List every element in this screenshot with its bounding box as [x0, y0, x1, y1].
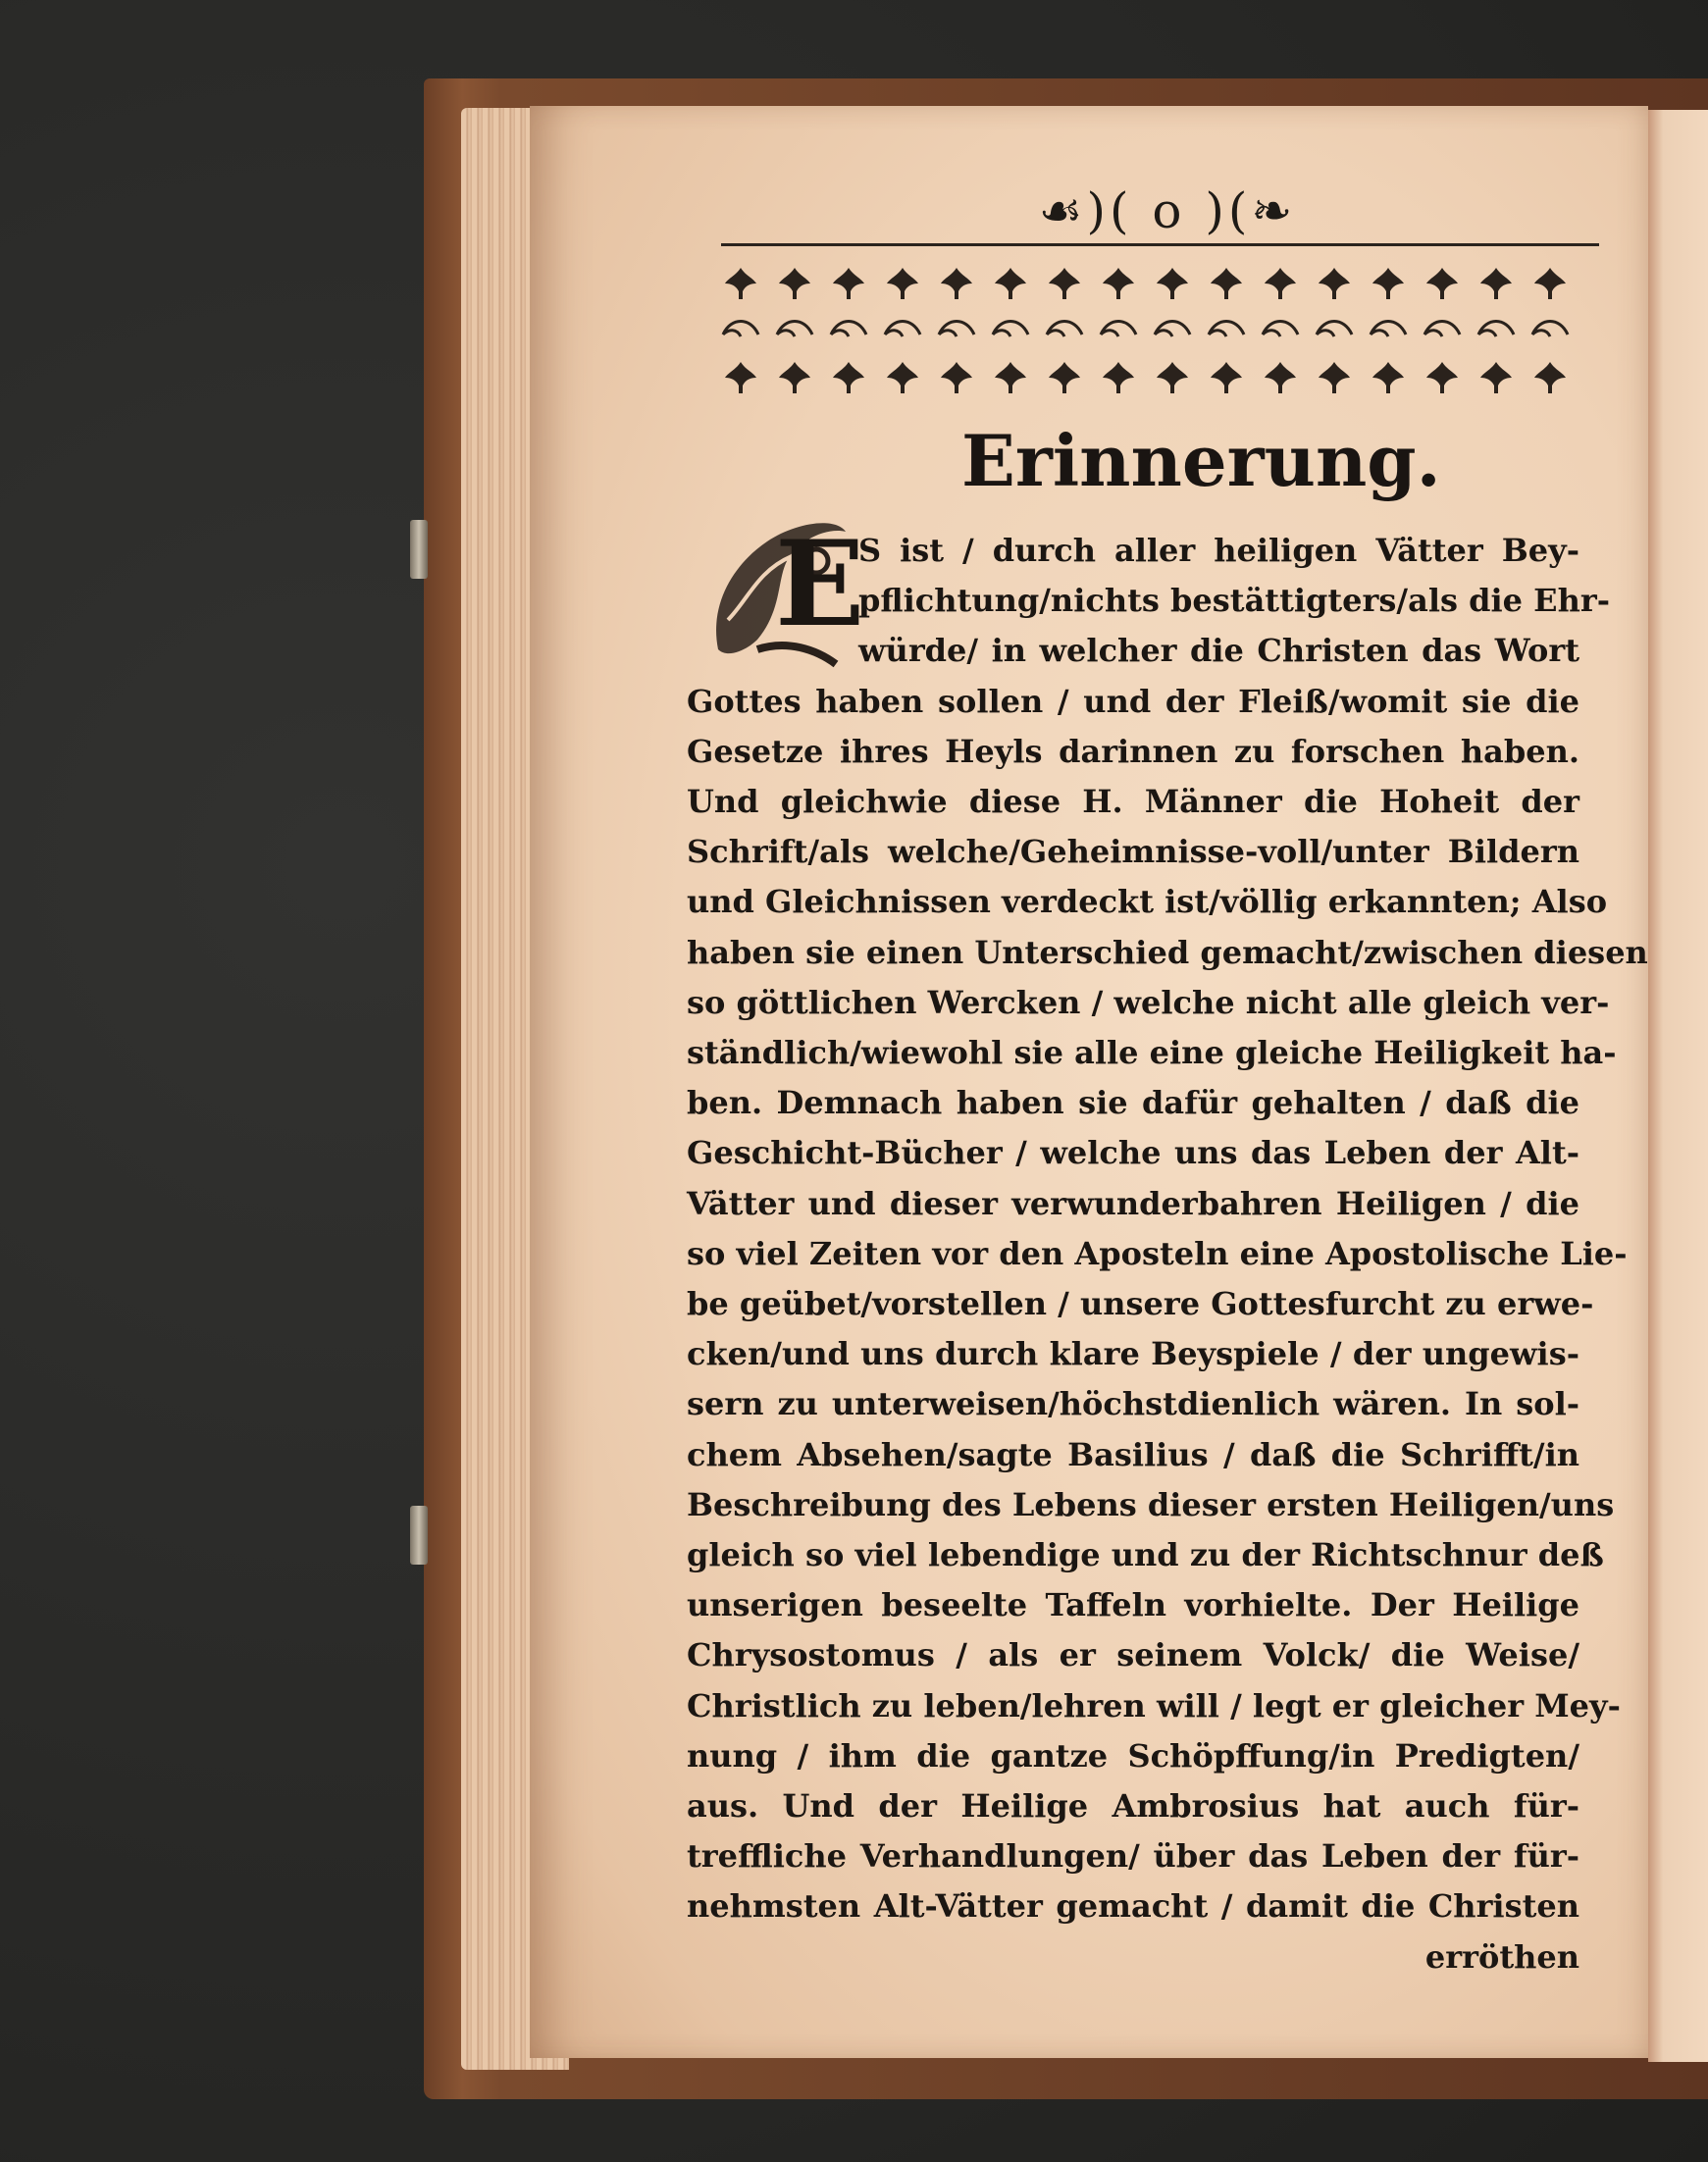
fleuron [831, 322, 866, 337]
fleuron [1157, 268, 1188, 299]
fleuron [1211, 268, 1242, 299]
text-line: Vätter und dieser verwunderbahren Heiligen / die [687, 1184, 1579, 1222]
text-line: gleich so viel lebendige und zu der Richtschnur deß [687, 1536, 1604, 1573]
fleuron [1265, 268, 1296, 299]
fleuron [1317, 322, 1352, 337]
clasp-upper [410, 520, 428, 579]
text-line: Chrysostomus / als er seinem Volck/ die Weise/ [687, 1636, 1579, 1674]
fleuron [777, 322, 812, 337]
fleuron [993, 322, 1028, 337]
decorated-initial [699, 502, 865, 669]
fleuron-border [721, 257, 1604, 414]
initial-letter: E [775, 515, 865, 653]
fleuron [1157, 362, 1188, 393]
fleuron [1155, 322, 1190, 337]
text-line: ständlich/wiewohl sie alle eine gleiche Heiligkeit ha- [687, 1034, 1617, 1071]
fleuron [725, 268, 756, 299]
text-line: und Gleichnissen verdeckt ist/völlig erkannten; Also [687, 883, 1608, 921]
fleuron [1426, 268, 1458, 299]
fleuron [885, 322, 920, 337]
fleuron [833, 362, 864, 393]
text-line: Gesetze ihres Heyls darinnen zu forschen haben. [687, 732, 1579, 770]
text-line: Beschreibung des Lebens dieser ersten Heiligen/uns [687, 1485, 1615, 1523]
fleuron [1371, 322, 1406, 337]
header-ornament: ☙)( o )(❧ [1038, 182, 1297, 239]
text-line: nehmsten Alt-Vätter gemacht / damit die Christen [687, 1887, 1579, 1926]
fleuron [833, 268, 864, 299]
text-line: Und gleichwie diese H. Männer die Hoheit der [687, 783, 1579, 820]
text-line: sern zu unterweisen/höchstdienlich wären. In sol- [687, 1385, 1579, 1423]
text-line: Gottes haben sollen / und der Fleiß/womit sie die [687, 682, 1579, 720]
text-line: erröthen [1424, 1937, 1579, 1976]
fleuron [941, 362, 972, 393]
fleuron [939, 322, 974, 337]
fleuron [779, 268, 810, 299]
fleuron [1534, 268, 1566, 299]
fleuron [1265, 362, 1296, 393]
text-line: aus. Und der Heilige Ambrosius hat auch für- [687, 1787, 1579, 1825]
text-line: chem Absehen/sagte Basilius / daß die Schrifft/in [687, 1435, 1579, 1473]
facing-page-edge [1648, 110, 1708, 2062]
text-line: S ist / durch aller heiligen Vätter Bey- [858, 532, 1579, 569]
fleuron [1103, 362, 1134, 393]
fleuron [1049, 268, 1080, 299]
text-line: würde/ in welcher die Christen das Wort [858, 632, 1579, 670]
fleuron [1209, 322, 1244, 337]
fleuron [1480, 362, 1512, 393]
fleuron [1263, 322, 1298, 337]
fleuron [995, 268, 1026, 299]
fleuron [941, 268, 972, 299]
clasp-lower [410, 1506, 428, 1565]
fleuron [1211, 362, 1242, 393]
fleuron [1478, 322, 1514, 337]
fleuron [1372, 268, 1404, 299]
text-line: so göttlichen Wercken / welche nicht alle gleich ver- [687, 983, 1610, 1021]
fleuron [1426, 362, 1458, 393]
fleuron [779, 362, 810, 393]
text-line: Schrift/als welche/Geheimnisse-voll/unter Bildern [687, 833, 1579, 871]
page-heading: Erinnerung. [961, 419, 1441, 502]
text-line: so viel Zeiten vor den Aposteln eine Apostolische Lie- [687, 1234, 1628, 1272]
fleuron [1372, 362, 1404, 393]
text-line: treffliche Verhandlungen/ über das Leben der für- [687, 1837, 1579, 1876]
fleuron [725, 362, 756, 393]
fleuron [1101, 322, 1136, 337]
text-line: nung / ihm die gantze Schöpffung/in Predigten/ [687, 1736, 1579, 1775]
text-line: unserigen beseelte Taffeln vorhielte. Der Heilige [687, 1586, 1579, 1624]
text-line: be geübet/vorstellen / unsere Gottesfurcht zu erwe- [687, 1285, 1594, 1322]
fleuron [1103, 268, 1134, 299]
fleuron [1424, 322, 1460, 337]
text-line: ben. Demnach haben sie dafür gehalten / daß die [687, 1084, 1579, 1122]
text-line: haben sie einen Unterschied gemacht/zwischen diesen [687, 933, 1648, 971]
fleuron [1319, 362, 1350, 393]
fleuron [887, 362, 918, 393]
text-line: Christlich zu leben/lehren will / legt er gleicher Mey- [687, 1686, 1621, 1724]
fleuron [1049, 362, 1080, 393]
fleuron [1480, 268, 1512, 299]
fleuron [1319, 268, 1350, 299]
text-line: Geschicht-Bücher / welche uns das Leben der Alt- [687, 1134, 1579, 1172]
fleuron [995, 362, 1026, 393]
text-line: pflichtung/nichts bestättigters/als die Ehr- [858, 582, 1610, 620]
text-line: cken/und uns durch klare Beyspiele / der ungewis- [687, 1335, 1579, 1373]
header-rule [721, 243, 1599, 246]
fleuron [723, 322, 758, 337]
fleuron [1047, 322, 1082, 337]
fleuron [887, 268, 918, 299]
fleuron [1534, 362, 1566, 393]
fleuron [1532, 322, 1568, 337]
